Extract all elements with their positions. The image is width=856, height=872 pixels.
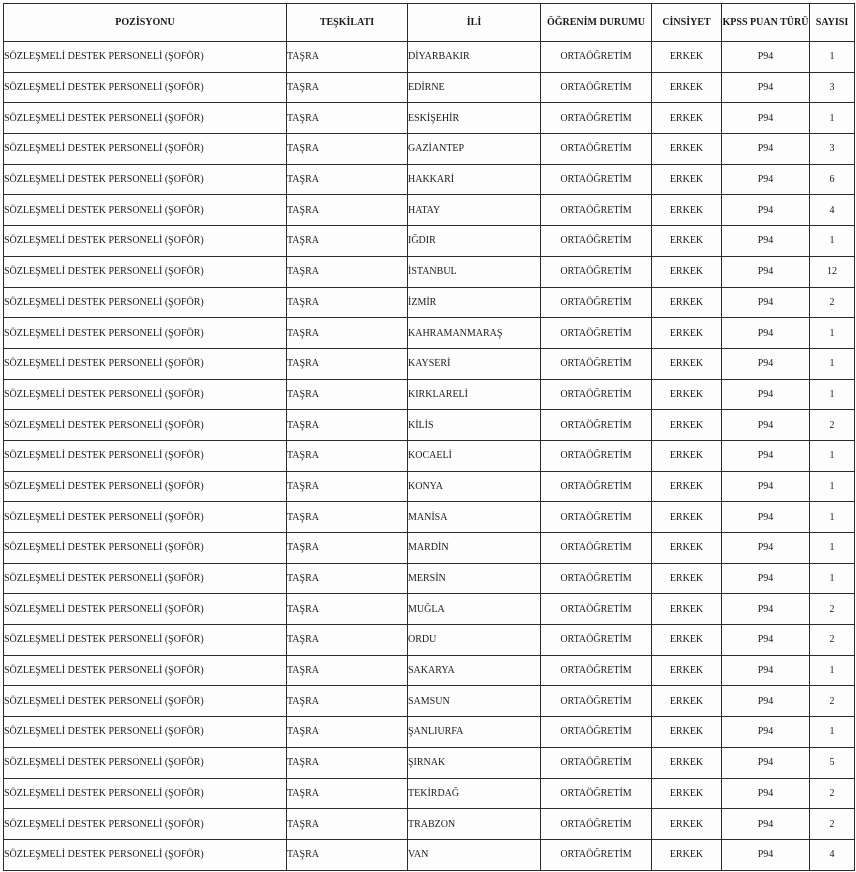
cell-pozisyon: SÖZLEŞMELİ DESTEK PERSONELİ (ŞOFÖR) [4,717,287,748]
table-header [4,4,855,42]
cell-il: MANİSA [408,502,541,533]
cell-pozisyon: SÖZLEŞMELİ DESTEK PERSONELİ (ŞOFÖR) [4,809,287,840]
table-row [4,502,855,533]
cell-pozisyon: SÖZLEŞMELİ DESTEK PERSONELİ (ŞOFÖR) [4,318,287,349]
cell-cinsiyet: ERKEK [652,410,722,441]
cell-ogrenim: ORTAÖĞRETİM [541,348,652,379]
cell-teskilat: TAŞRA [287,563,408,594]
header-teskilati: TEŞKİLATI [287,4,408,42]
table-row [4,195,855,226]
cell-teskilat: TAŞRA [287,533,408,564]
cell-teskilat: TAŞRA [287,778,408,809]
cell-sayi: 3 [810,134,855,165]
cell-cinsiyet: ERKEK [652,502,722,533]
cell-teskilat: TAŞRA [287,256,408,287]
cell-teskilat: TAŞRA [287,410,408,441]
cell-ogrenim: ORTAÖĞRETİM [541,625,652,656]
cell-il: ORDU [408,625,541,656]
table-row [4,410,855,441]
cell-pozisyon: SÖZLEŞMELİ DESTEK PERSONELİ (ŞOFÖR) [4,348,287,379]
cell-pozisyon: SÖZLEŞMELİ DESTEK PERSONELİ (ŞOFÖR) [4,287,287,318]
table-row [4,318,855,349]
cell-cinsiyet: ERKEK [652,72,722,103]
cell-teskilat: TAŞRA [287,686,408,717]
table-row [4,134,855,165]
header-row [4,4,855,42]
table-row [4,42,855,73]
cell-ogrenim: ORTAÖĞRETİM [541,594,652,625]
cell-kpss: P94 [722,809,810,840]
table-row [4,287,855,318]
cell-teskilat: TAŞRA [287,809,408,840]
cell-sayi: 12 [810,256,855,287]
cell-il: KIRKLARELİ [408,379,541,410]
cell-teskilat: TAŞRA [287,348,408,379]
table-row [4,72,855,103]
cell-sayi: 1 [810,318,855,349]
header-kpss-puan-turu: KPSS PUAN TÜRÜ [722,4,810,42]
cell-teskilat: TAŞRA [287,655,408,686]
cell-ogrenim: ORTAÖĞRETİM [541,502,652,533]
table-row [4,348,855,379]
cell-cinsiyet: ERKEK [652,379,722,410]
cell-sayi: 1 [810,379,855,410]
header-cinsiyet: CİNSİYET [652,4,722,42]
cell-ogrenim: ORTAÖĞRETİM [541,256,652,287]
cell-kpss: P94 [722,655,810,686]
cell-sayi: 2 [810,809,855,840]
cell-kpss: P94 [722,778,810,809]
cell-kpss: P94 [722,287,810,318]
cell-ogrenim: ORTAÖĞRETİM [541,103,652,134]
cell-kpss: P94 [722,226,810,257]
table-row [4,103,855,134]
cell-teskilat: TAŞRA [287,379,408,410]
cell-pozisyon: SÖZLEŞMELİ DESTEK PERSONELİ (ŞOFÖR) [4,502,287,533]
cell-il: İSTANBUL [408,256,541,287]
table-row [4,717,855,748]
cell-ogrenim: ORTAÖĞRETİM [541,318,652,349]
table-row [4,809,855,840]
cell-cinsiyet: ERKEK [652,287,722,318]
header-ogrenim-durumu: ÖĞRENİM DURUMU [541,4,652,42]
cell-pozisyon: SÖZLEŞMELİ DESTEK PERSONELİ (ŞOFÖR) [4,42,287,73]
cell-kpss: P94 [722,747,810,778]
cell-kpss: P94 [722,563,810,594]
table-row [4,778,855,809]
cell-pozisyon: SÖZLEŞMELİ DESTEK PERSONELİ (ŞOFÖR) [4,256,287,287]
table-row [4,594,855,625]
cell-teskilat: TAŞRA [287,717,408,748]
cell-ogrenim: ORTAÖĞRETİM [541,287,652,318]
cell-kpss: P94 [722,625,810,656]
cell-ogrenim: ORTAÖĞRETİM [541,655,652,686]
table-body [4,42,855,871]
cell-il: ŞIRNAK [408,747,541,778]
cell-teskilat: TAŞRA [287,747,408,778]
cell-pozisyon: SÖZLEŞMELİ DESTEK PERSONELİ (ŞOFÖR) [4,471,287,502]
cell-pozisyon: SÖZLEŞMELİ DESTEK PERSONELİ (ŞOFÖR) [4,594,287,625]
cell-cinsiyet: ERKEK [652,717,722,748]
cell-cinsiyet: ERKEK [652,440,722,471]
cell-sayi: 1 [810,440,855,471]
cell-pozisyon: SÖZLEŞMELİ DESTEK PERSONELİ (ŞOFÖR) [4,686,287,717]
table-row [4,625,855,656]
cell-pozisyon: SÖZLEŞMELİ DESTEK PERSONELİ (ŞOFÖR) [4,563,287,594]
cell-kpss: P94 [722,502,810,533]
cell-il: GAZİANTEP [408,134,541,165]
cell-teskilat: TAŞRA [287,103,408,134]
cell-pozisyon: SÖZLEŞMELİ DESTEK PERSONELİ (ŞOFÖR) [4,625,287,656]
cell-pozisyon: SÖZLEŞMELİ DESTEK PERSONELİ (ŞOFÖR) [4,839,287,870]
cell-kpss: P94 [722,72,810,103]
cell-kpss: P94 [722,686,810,717]
cell-cinsiyet: ERKEK [652,42,722,73]
cell-kpss: P94 [722,594,810,625]
cell-il: VAN [408,839,541,870]
cell-teskilat: TAŞRA [287,625,408,656]
cell-sayi: 1 [810,471,855,502]
cell-cinsiyet: ERKEK [652,318,722,349]
cell-ogrenim: ORTAÖĞRETİM [541,195,652,226]
cell-il: ESKİŞEHİR [408,103,541,134]
cell-teskilat: TAŞRA [287,440,408,471]
cell-cinsiyet: ERKEK [652,256,722,287]
cell-pozisyon: SÖZLEŞMELİ DESTEK PERSONELİ (ŞOFÖR) [4,72,287,103]
header-ili: İLİ [408,4,541,42]
cell-il: MARDİN [408,533,541,564]
cell-ogrenim: ORTAÖĞRETİM [541,471,652,502]
cell-sayi: 2 [810,625,855,656]
cell-cinsiyet: ERKEK [652,594,722,625]
cell-cinsiyet: ERKEK [652,226,722,257]
cell-cinsiyet: ERKEK [652,809,722,840]
cell-sayi: 1 [810,533,855,564]
cell-teskilat: TAŞRA [287,471,408,502]
cell-teskilat: TAŞRA [287,226,408,257]
cell-cinsiyet: ERKEK [652,747,722,778]
cell-kpss: P94 [722,103,810,134]
cell-ogrenim: ORTAÖĞRETİM [541,440,652,471]
cell-pozisyon: SÖZLEŞMELİ DESTEK PERSONELİ (ŞOFÖR) [4,226,287,257]
cell-ogrenim: ORTAÖĞRETİM [541,533,652,564]
cell-pozisyon: SÖZLEŞMELİ DESTEK PERSONELİ (ŞOFÖR) [4,164,287,195]
cell-il: İZMİR [408,287,541,318]
cell-il: KOCAELİ [408,440,541,471]
cell-pozisyon: SÖZLEŞMELİ DESTEK PERSONELİ (ŞOFÖR) [4,778,287,809]
cell-sayi: 1 [810,348,855,379]
positions-table [3,3,855,871]
cell-il: MUĞLA [408,594,541,625]
table-row [4,440,855,471]
cell-pozisyon: SÖZLEŞMELİ DESTEK PERSONELİ (ŞOFÖR) [4,533,287,564]
cell-sayi: 1 [810,563,855,594]
cell-kpss: P94 [722,164,810,195]
cell-kpss: P94 [722,839,810,870]
cell-teskilat: TAŞRA [287,318,408,349]
cell-teskilat: TAŞRA [287,42,408,73]
cell-teskilat: TAŞRA [287,594,408,625]
cell-sayi: 3 [810,72,855,103]
cell-kpss: P94 [722,533,810,564]
cell-ogrenim: ORTAÖĞRETİM [541,164,652,195]
cell-sayi: 2 [810,410,855,441]
cell-il: KİLİS [408,410,541,441]
cell-sayi: 6 [810,164,855,195]
cell-ogrenim: ORTAÖĞRETİM [541,72,652,103]
cell-il: KONYA [408,471,541,502]
cell-pozisyon: SÖZLEŞMELİ DESTEK PERSONELİ (ŞOFÖR) [4,195,287,226]
table-row [4,563,855,594]
cell-ogrenim: ORTAÖĞRETİM [541,778,652,809]
cell-teskilat: TAŞRA [287,287,408,318]
cell-cinsiyet: ERKEK [652,533,722,564]
cell-il: TRABZON [408,809,541,840]
cell-pozisyon: SÖZLEŞMELİ DESTEK PERSONELİ (ŞOFÖR) [4,747,287,778]
cell-ogrenim: ORTAÖĞRETİM [541,42,652,73]
cell-ogrenim: ORTAÖĞRETİM [541,226,652,257]
cell-sayi: 1 [810,717,855,748]
cell-sayi: 4 [810,839,855,870]
cell-ogrenim: ORTAÖĞRETİM [541,747,652,778]
cell-sayi: 4 [810,195,855,226]
cell-il: EDİRNE [408,72,541,103]
cell-kpss: P94 [722,410,810,441]
cell-cinsiyet: ERKEK [652,686,722,717]
cell-il: KAYSERİ [408,348,541,379]
cell-cinsiyet: ERKEK [652,563,722,594]
cell-cinsiyet: ERKEK [652,164,722,195]
cell-teskilat: TAŞRA [287,134,408,165]
table-row [4,256,855,287]
cell-ogrenim: ORTAÖĞRETİM [541,717,652,748]
cell-pozisyon: SÖZLEŞMELİ DESTEK PERSONELİ (ŞOFÖR) [4,410,287,441]
cell-kpss: P94 [722,42,810,73]
cell-cinsiyet: ERKEK [652,839,722,870]
table-row [4,226,855,257]
table-row [4,164,855,195]
cell-teskilat: TAŞRA [287,72,408,103]
cell-sayi: 2 [810,594,855,625]
cell-kpss: P94 [722,471,810,502]
cell-kpss: P94 [722,256,810,287]
cell-teskilat: TAŞRA [287,502,408,533]
cell-kpss: P94 [722,440,810,471]
cell-pozisyon: SÖZLEŞMELİ DESTEK PERSONELİ (ŞOFÖR) [4,103,287,134]
header-sayisi: SAYISI [810,4,855,42]
cell-sayi: 1 [810,103,855,134]
header-pozisyonu: POZİSYONU [4,4,287,42]
cell-sayi: 2 [810,686,855,717]
cell-il: IĞDIR [408,226,541,257]
cell-sayi: 2 [810,287,855,318]
cell-ogrenim: ORTAÖĞRETİM [541,839,652,870]
cell-il: MERSİN [408,563,541,594]
cell-il: HATAY [408,195,541,226]
cell-kpss: P94 [722,379,810,410]
cell-ogrenim: ORTAÖĞRETİM [541,134,652,165]
cell-cinsiyet: ERKEK [652,348,722,379]
cell-cinsiyet: ERKEK [652,195,722,226]
cell-sayi: 5 [810,747,855,778]
cell-ogrenim: ORTAÖĞRETİM [541,563,652,594]
cell-kpss: P94 [722,134,810,165]
cell-il: HAKKARİ [408,164,541,195]
table-row [4,379,855,410]
cell-pozisyon: SÖZLEŞMELİ DESTEK PERSONELİ (ŞOFÖR) [4,440,287,471]
cell-cinsiyet: ERKEK [652,134,722,165]
cell-il: TEKİRDAĞ [408,778,541,809]
cell-sayi: 1 [810,655,855,686]
cell-il: SAMSUN [408,686,541,717]
cell-kpss: P94 [722,195,810,226]
cell-cinsiyet: ERKEK [652,778,722,809]
cell-ogrenim: ORTAÖĞRETİM [541,809,652,840]
table-row [4,747,855,778]
cell-il: DİYARBAKIR [408,42,541,73]
cell-cinsiyet: ERKEK [652,625,722,656]
table-row [4,471,855,502]
table-row [4,533,855,564]
cell-sayi: 1 [810,42,855,73]
cell-il: SAKARYA [408,655,541,686]
cell-pozisyon: SÖZLEŞMELİ DESTEK PERSONELİ (ŞOFÖR) [4,655,287,686]
cell-cinsiyet: ERKEK [652,655,722,686]
cell-kpss: P94 [722,717,810,748]
cell-teskilat: TAŞRA [287,839,408,870]
cell-cinsiyet: ERKEK [652,471,722,502]
table-row [4,839,855,870]
cell-teskilat: TAŞRA [287,164,408,195]
cell-sayi: 2 [810,778,855,809]
cell-kpss: P94 [722,348,810,379]
table-row [4,686,855,717]
cell-teskilat: TAŞRA [287,195,408,226]
cell-sayi: 1 [810,502,855,533]
cell-cinsiyet: ERKEK [652,103,722,134]
table-row [4,655,855,686]
cell-sayi: 1 [810,226,855,257]
cell-il: ŞANLIURFA [408,717,541,748]
cell-il: KAHRAMANMARAŞ [408,318,541,349]
cell-pozisyon: SÖZLEŞMELİ DESTEK PERSONELİ (ŞOFÖR) [4,134,287,165]
cell-ogrenim: ORTAÖĞRETİM [541,686,652,717]
cell-ogrenim: ORTAÖĞRETİM [541,379,652,410]
cell-ogrenim: ORTAÖĞRETİM [541,410,652,441]
cell-pozisyon: SÖZLEŞMELİ DESTEK PERSONELİ (ŞOFÖR) [4,379,287,410]
cell-kpss: P94 [722,318,810,349]
